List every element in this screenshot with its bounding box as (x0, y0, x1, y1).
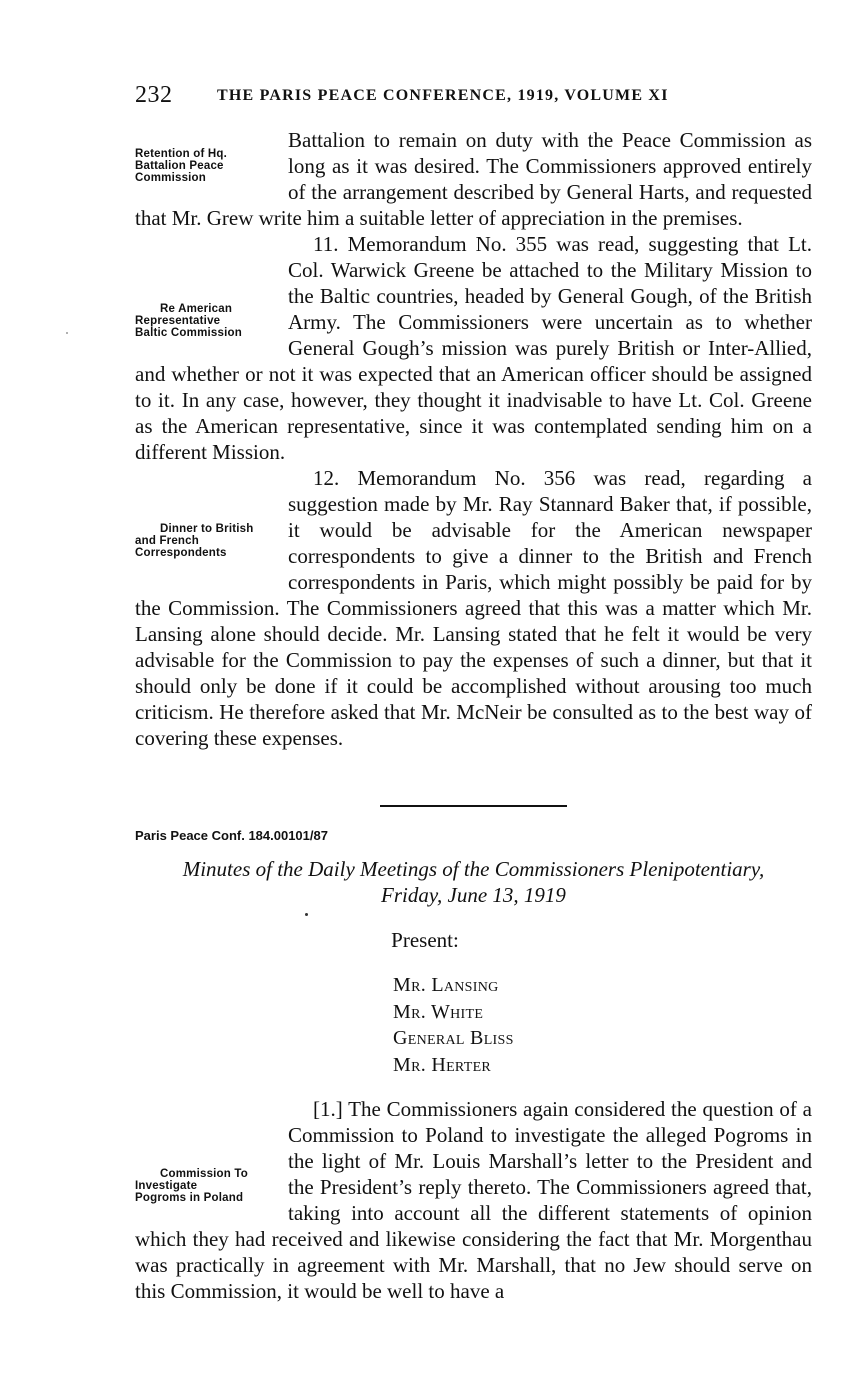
running-title: THE PARIS PEACE CONFERENCE, 1919, VOLUME XI (217, 87, 669, 104)
minutes-title-line-1: Minutes of the Daily Meetings of the Commissioners Plenipotentiary, (182, 857, 765, 881)
stray-dot (305, 913, 308, 916)
page-number: 232 (135, 82, 173, 108)
attendee: Mr. Herter (393, 1053, 492, 1076)
present-label: Present: (391, 928, 459, 952)
sidenote-pogroms: Commission To Investigate Pogroms in Poland (135, 1168, 249, 1204)
attendee: Mr. White (393, 1000, 484, 1023)
text-block-2 (135, 1096, 812, 1304)
paragraph-continued (135, 127, 812, 231)
minutes-title-line-2: Friday, June 13, 1919 (381, 883, 566, 907)
text-block-1 (135, 127, 812, 751)
section-divider (380, 805, 567, 807)
paragraph-12 (135, 465, 812, 751)
file-reference: Paris Peace Conf. 184.00101/87 (135, 828, 328, 843)
sidenote-baltic: Re American Representative Baltic Commission (135, 303, 242, 339)
paragraph-11 (135, 231, 812, 465)
paragraph-12-text: 12. Memorandum No. 356 was read, regarding a suggestion made by Mr. Ray Stannard Baker that, if possible, it would be advisable for the American newspaper correspondents to give a dinner to the British and French correspondents in Paris, which might possibly be paid for by the Commission. The Commissioners agreed that this was a matter which Mr. Lansing alone should decide. Mr. Lansing stated that he felt it would be very advisable for the Commission to pay the expenses of such a dinner, but that it should only be done if it could be accomplished without arousing too much criticism. He therefore asked that Mr. McNeir be consulted as to the best way of covering these expenses. (135, 466, 812, 750)
minutes-title (135, 856, 812, 908)
running-header (135, 82, 815, 112)
attendee-list (393, 972, 514, 1078)
sidenote-dinner: Dinner to British and French Correspondents (135, 523, 254, 559)
paragraph-1 (135, 1096, 812, 1304)
sidenote-retention: Retention of Hq. Battalion Peace Commission (135, 148, 227, 184)
paragraph-continued-text: Battalion to remain on duty with the Peace Commission as long as it was desired. The Commissioners approved entirely of the arrangement described by General Harts, and requested that Mr. Grew write him a suitable letter of appreciation in the premises. (135, 128, 812, 230)
attendee: Mr. Lansing (393, 974, 499, 996)
attendee: General Bliss (393, 1027, 514, 1049)
margin-mark (66, 332, 68, 334)
paragraph-1-text: [1.] The Commissioners again considered the question of a Commission to Poland to investigate the alleged Pogroms in the light of Mr. Louis Marshall’s letter to the President and the President’s reply thereto. The Commissioners agreed that, taking into account all the different statements of opinion which they had received and likewise considering the fact that Mr. Morgenthau was practically in agreement with Mr. Marshall, that no Jew should serve on this Commission, it would be well to have a (135, 1097, 812, 1303)
paragraph-11-text: 11. Memorandum No. 355 was read, suggesting that Lt. Col. Warwick Greene be attached to the Military Mission to the Baltic countries, headed by General Gough, of the British Army. The Commissioners were uncertain as to whether General Gough’s mission was purely British or Inter-Allied, and whether or not it was expected that an American officer should be assigned to it. In any case, however, they thought it inadvisable to have Lt. Col. Greene as the American representative, since it was contemplated sending him on a different Mission. (135, 232, 812, 464)
